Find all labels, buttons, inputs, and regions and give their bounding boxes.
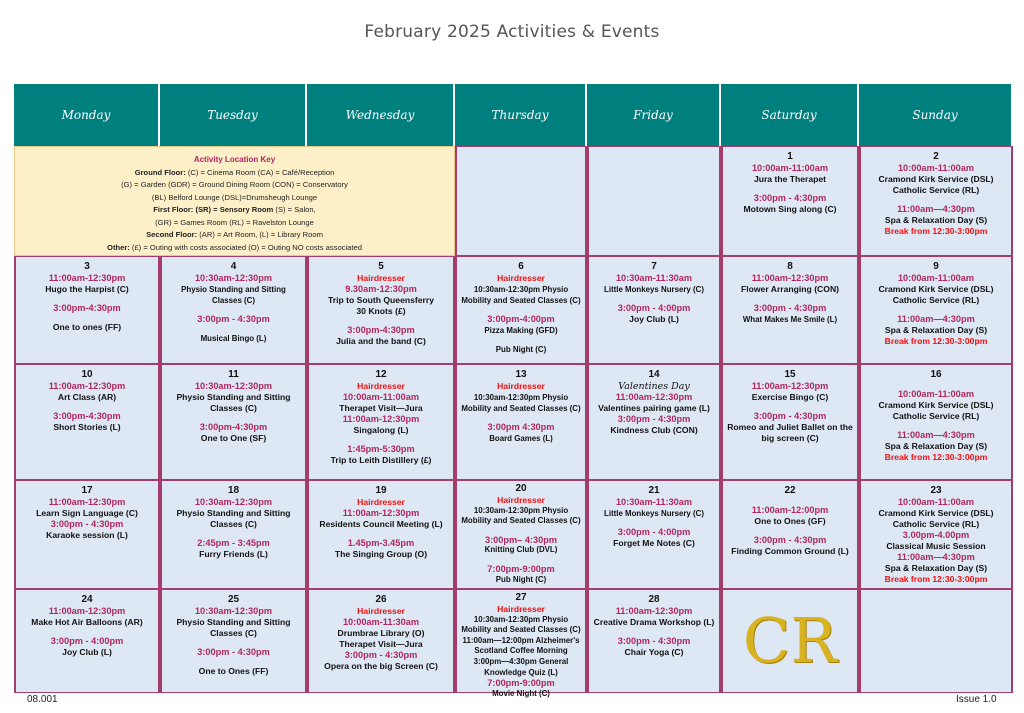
event-name: Hugo the Harpist (C) xyxy=(45,284,129,294)
event-name: Trip to South Queensferry xyxy=(327,295,434,305)
day-number: 18 xyxy=(227,485,240,496)
day-number: 5 xyxy=(378,261,384,272)
event-name: Mobility and Seated Classes (C) xyxy=(461,404,581,413)
event-name: 10:30am-12:30pm Physio xyxy=(473,614,569,624)
event-name: Exercise Bingo (C) xyxy=(751,392,829,402)
day-number: 26 xyxy=(375,594,387,605)
event-name: Spa & Relaxation Day (S) xyxy=(884,563,988,573)
spacer xyxy=(723,497,857,505)
event-name: Musical Bingo (L) xyxy=(200,334,267,343)
event-name: Learn Sign Language (C) xyxy=(36,508,138,518)
spacer xyxy=(457,414,585,422)
event-name: One to ones (FF) xyxy=(52,322,122,332)
spacer xyxy=(589,628,719,636)
day-number: 4 xyxy=(230,261,237,272)
day-cell-3[interactable] xyxy=(14,256,160,364)
event-name: Mobility and Seated Classes (C) xyxy=(461,516,581,526)
event-time: 3:00pm-4:30pm xyxy=(53,303,121,313)
event-time: 10:00am-11:00am xyxy=(342,392,420,402)
spacer xyxy=(162,414,305,422)
spacer xyxy=(457,336,585,344)
day-number: 12 xyxy=(375,369,387,380)
day-cell-26[interactable] xyxy=(307,589,455,693)
event-name: Chair Yoga (C) xyxy=(624,647,684,657)
event-time: 3:00pm - 4:00pm xyxy=(617,303,691,313)
weekday-header-sunday: Sunday xyxy=(859,84,1013,146)
event-time: 1.45pm-3.45pm xyxy=(347,538,415,548)
event-alert: Hairdresser xyxy=(357,606,405,616)
event-name: Therapet Visit—Jura xyxy=(339,639,423,649)
day-cell-24[interactable] xyxy=(14,589,160,693)
event-time: 3:00pm-4:30pm xyxy=(53,411,121,421)
cr-monogram-logo xyxy=(723,590,857,692)
event-name: Classes (C) xyxy=(210,403,257,413)
event-name: 10:30am-12:30pm Physio xyxy=(473,285,569,294)
event-time: 10:00am-11:00am xyxy=(897,497,975,507)
location-key-line xyxy=(15,217,454,230)
event-name: Joy Club (L) xyxy=(629,314,679,324)
event-time: 3.00pm-4.00pm xyxy=(902,530,970,540)
spacer xyxy=(16,314,158,322)
event-name: Short Stories (L) xyxy=(53,422,121,432)
day-number: 9 xyxy=(933,261,939,272)
activity-location-key xyxy=(14,146,455,256)
event-time: 10:30am-12:30pm xyxy=(194,606,273,616)
location-key-floor-label: Ground Floor: xyxy=(134,167,186,177)
event-time: 11:00am-12:30pm xyxy=(342,508,420,518)
day-number: 16 xyxy=(930,369,942,380)
event-name: Pub Night (C) xyxy=(495,574,547,584)
empty-day-cell xyxy=(455,146,587,256)
day-cell-16[interactable] xyxy=(859,364,1013,480)
event-name: Furry Friends (L) xyxy=(199,549,268,559)
event-name: Joy Club (L) xyxy=(62,647,112,657)
day-number: 21 xyxy=(648,485,660,496)
event-name: Catholic Service (RL) xyxy=(892,519,980,529)
event-name: 3:00pm—4:30pm General xyxy=(473,656,569,666)
event-name: Drumbrae Library (O) xyxy=(337,628,425,638)
event-name: Little Monkeys Nursery (C) xyxy=(604,285,704,294)
event-name: 10:30am-12:30pm Physio xyxy=(473,505,569,515)
day-cell-23[interactable] xyxy=(859,480,1013,589)
empty-day-cell xyxy=(587,146,721,256)
day-cell-2[interactable] xyxy=(859,146,1013,256)
day-number: 22 xyxy=(784,485,796,496)
spacer xyxy=(589,519,719,527)
spacer xyxy=(16,628,158,636)
event-name: Creative Drama Workshop (L) xyxy=(593,617,715,627)
day-cell-4[interactable] xyxy=(160,256,307,364)
day-cell-15[interactable] xyxy=(721,364,859,480)
event-time: 10:00am-11:00am xyxy=(897,273,975,283)
event-time: 11:00am—4:30pm xyxy=(897,430,975,440)
event-name: Knowledge Quiz (L) xyxy=(484,667,558,677)
spacer xyxy=(162,325,305,333)
event-alert: Hairdresser xyxy=(497,381,545,391)
event-alert: Hairdresser xyxy=(357,273,405,283)
day-cell-19[interactable] xyxy=(307,480,455,589)
event-name: Julia and the band (C) xyxy=(336,336,426,346)
event-time: 10:30am-11:30am xyxy=(615,497,693,507)
day-cell-18[interactable] xyxy=(160,480,307,589)
spacer xyxy=(162,530,305,538)
event-name: Forget Me Notes (C) xyxy=(613,538,695,548)
event-name: Knitting Club (DVL) xyxy=(484,545,558,555)
day-number: 2 xyxy=(933,151,939,162)
location-key-text: (BL) Belford Lounge (DSL)=Drumsheugh Lounge xyxy=(151,192,318,202)
event-name: Jura the Therapet xyxy=(753,174,827,184)
event-alert: Hairdresser xyxy=(497,273,545,283)
day-cell-13[interactable] xyxy=(455,364,587,480)
day-cell-22[interactable] xyxy=(721,480,859,589)
location-key-text: (G) = Garden (GDR) = Ground Dining Room (CON) = Conservatory xyxy=(121,180,348,189)
event-name: Physio Standing and Sitting xyxy=(176,508,291,518)
location-key-text: (S) = Salon, xyxy=(273,205,316,214)
event-time: 3:00pm-4:30pm xyxy=(199,422,268,432)
event-name: Make Hot Air Balloons (AR) xyxy=(31,617,143,627)
event-name: Cramond Kirk Service (DSL) xyxy=(878,508,994,518)
weekday-header-friday: Friday xyxy=(587,84,721,146)
event-time: 11:00am-12:30pm xyxy=(615,392,693,402)
event-name: Catholic Service (RL) xyxy=(892,411,980,421)
day-cell-7[interactable] xyxy=(587,256,721,364)
location-key-line xyxy=(15,192,454,205)
day-number: 27 xyxy=(515,592,527,603)
event-time: 3:00pm - 4:30pm xyxy=(617,636,691,646)
event-time: 3:00pm - 4:30pm xyxy=(197,647,270,657)
location-key-line xyxy=(15,167,454,180)
day-number: 25 xyxy=(227,594,240,605)
event-name: Movie Night (C) xyxy=(492,688,550,698)
spacer xyxy=(309,436,453,444)
event-name: Classes (C) xyxy=(212,296,255,305)
event-name: The Singing Group (O) xyxy=(334,549,428,559)
logo-letter-r: R xyxy=(790,604,838,677)
day-cell-12[interactable] xyxy=(307,364,455,480)
day-cell-11[interactable] xyxy=(160,364,307,480)
weekday-header-wednesday: Wednesday xyxy=(307,84,455,146)
event-name: Spa & Relaxation Day (S) xyxy=(884,215,988,225)
day-number: 8 xyxy=(787,261,793,272)
event-name: Trip to Leith Distillery (£) xyxy=(330,455,432,465)
event-time: 11:00am-12:30pm xyxy=(48,381,126,391)
event-name: Opera on the big Screen (C) xyxy=(324,661,438,671)
event-time: 10:00am-11:00am xyxy=(751,163,829,173)
spacer xyxy=(861,381,1011,389)
location-key-floor-label: Second Floor: xyxy=(146,230,198,239)
event-name: Physio Standing and Sitting xyxy=(176,617,291,627)
day-cell-6[interactable] xyxy=(455,256,587,364)
event-time: 3:00pm - 4:30pm xyxy=(753,193,827,203)
event-time: 11:00am-12:30pm xyxy=(751,273,829,283)
event-time: 7:00pm-9:00pm xyxy=(487,678,555,689)
spacer xyxy=(162,639,305,647)
empty-day-cell xyxy=(859,589,1013,693)
spacer xyxy=(162,306,305,314)
spacer xyxy=(861,422,1011,430)
event-alert: Hairdresser xyxy=(357,497,405,507)
event-alert: Break from 12:30-3:00pm xyxy=(884,336,988,346)
event-time: 3:00pm - 4:30pm xyxy=(753,303,827,313)
location-key-line xyxy=(15,204,454,217)
event-name: Residents Council Meeting (L) xyxy=(319,519,443,529)
event-name: One to Ones (GF) xyxy=(754,516,826,526)
event-name: Catholic Service (RL) xyxy=(892,185,980,195)
day-number: 15 xyxy=(784,369,796,380)
event-name: Scotland Coffee Morning xyxy=(474,646,568,656)
event-name: Physio Standing and Sitting xyxy=(176,392,291,402)
event-name: Kindness Club (CON) xyxy=(610,425,698,435)
event-time: 10:30am-12:30pm xyxy=(194,497,273,507)
event-time: 11:00am-12:30pm xyxy=(48,273,126,283)
event-time: 11:00am-12:30pm xyxy=(615,606,693,616)
spacer xyxy=(861,196,1011,204)
event-name: Catholic Service (RL) xyxy=(892,295,980,305)
spacer xyxy=(723,403,857,411)
event-time: 10:00am-11:00am xyxy=(897,389,975,399)
day-number: 10 xyxy=(81,369,93,380)
event-alert: Hairdresser xyxy=(497,604,545,614)
day-number: 3 xyxy=(84,261,90,272)
event-time: 3:00pm - 4:30pm xyxy=(50,519,124,529)
event-time: 9.30am-12:30pm xyxy=(345,284,417,294)
day-number: 7 xyxy=(651,261,657,272)
weekday-header-thursday: Thursday xyxy=(455,84,587,146)
day-cell-20[interactable] xyxy=(455,480,587,589)
event-name: 10:30am-12:30pm Physio xyxy=(473,393,569,402)
event-name: big screen (C) xyxy=(761,433,819,443)
event-name: 11:00am—12:00pm Alzheimer's xyxy=(462,635,580,645)
event-time: 3:00pm - 4:30pm xyxy=(197,314,270,324)
event-time: 2:45pm - 3:45pm xyxy=(197,538,270,548)
event-alert: Break from 12:30-3:00pm xyxy=(884,452,988,462)
event-name: Therapet Visit—Jura xyxy=(339,403,423,413)
event-time: 10:30am-12:30pm xyxy=(194,273,273,283)
event-time: 3:00pm - 4:00pm xyxy=(617,527,691,537)
day-cell-1[interactable] xyxy=(721,146,859,256)
event-time: 7:00pm-9:00pm xyxy=(487,563,555,574)
event-time: 3:00pm-4:00pm xyxy=(487,314,555,324)
event-time: 3:00pm 4:30pm xyxy=(487,422,555,432)
event-time: 11:00am-12:30pm xyxy=(48,497,126,507)
event-name: Classes (C) xyxy=(210,519,257,529)
day-number: 14 xyxy=(648,369,660,380)
day-cell-9[interactable] xyxy=(859,256,1013,364)
event-time: 11:00am-12:30pm xyxy=(48,606,126,616)
spacer xyxy=(309,317,453,325)
day-cell-25[interactable] xyxy=(160,589,307,693)
weekday-header-monday: Monday xyxy=(14,84,160,146)
event-time: 10:00am-11:30am xyxy=(342,617,420,627)
day-cell-17[interactable] xyxy=(14,480,160,589)
location-key-floor-label: First Floor: (SR) = Sensory Room xyxy=(153,205,274,214)
event-name: 30 Knots (£) xyxy=(356,306,406,316)
day-number: 11 xyxy=(228,369,239,380)
event-name: Motown Sing along (C) xyxy=(743,204,837,214)
event-time: 3:00pm - 4:30pm xyxy=(753,535,827,545)
day-cell-21[interactable] xyxy=(587,480,721,589)
event-time: 1:45pm-5:30pm xyxy=(347,444,415,454)
location-key-line xyxy=(15,179,454,192)
day-cell-10[interactable] xyxy=(14,364,160,480)
event-time: 3:00pm - 4:30pm xyxy=(617,414,691,424)
spacer xyxy=(589,295,719,303)
day-number: 24 xyxy=(81,594,93,605)
event-time: 3:00pm - 4:30pm xyxy=(753,411,827,421)
event-name: Romeo and Juliet Ballet on the xyxy=(727,422,853,432)
spacer xyxy=(162,658,305,666)
logo-letter-c: C xyxy=(742,604,791,677)
spacer xyxy=(16,403,158,411)
calendar-grid xyxy=(14,84,1013,698)
event-name: Classes (C) xyxy=(210,628,257,638)
location-key-text: (GR) = Games Room (RL) = Ravelston Lounge xyxy=(155,217,314,227)
day-cell-14[interactable] xyxy=(587,364,721,480)
event-alert: Break from 12:30-3:00pm xyxy=(884,226,988,236)
spacer xyxy=(457,556,585,564)
spacer xyxy=(723,527,857,535)
location-key-text: (C) = Cinema Room (CA) = Café/Reception xyxy=(185,167,335,177)
day-number: 6 xyxy=(518,261,524,272)
event-time: 10:30am-12:30pm xyxy=(194,381,273,391)
event-name: Physio Standing and Sitting xyxy=(181,285,286,294)
event-alert: Break from 12:30-3:00pm xyxy=(884,574,988,584)
event-time: 3:00pm - 4:00pm xyxy=(50,636,124,646)
event-time: 11:00am-12:30pm xyxy=(342,414,420,424)
day-number: 17 xyxy=(81,485,93,496)
event-alert: Hairdresser xyxy=(497,495,545,505)
event-time: 3:00pm - 4:30pm xyxy=(344,650,418,660)
event-name: Little Monkeys Nursery (C) xyxy=(604,509,704,518)
event-name: Finding Common Ground (L) xyxy=(731,546,849,556)
event-time: 3:00pm– 4:30pm xyxy=(484,534,557,545)
event-name: Cramond Kirk Service (DSL) xyxy=(878,174,994,184)
day-number: 20 xyxy=(515,483,527,494)
event-time: 11:00am—4:30pm xyxy=(897,204,975,214)
day-cell-28[interactable] xyxy=(587,589,721,693)
day-number: 1 xyxy=(787,151,793,162)
event-name: Cramond Kirk Service (DSL) xyxy=(878,284,994,294)
issue-number: Issue 1.0 xyxy=(956,694,997,705)
event-time: 11:00am-12:00pm xyxy=(751,505,829,515)
day-number: 19 xyxy=(375,485,387,496)
document-code: 08.001 xyxy=(27,694,58,705)
day-number: 23 xyxy=(930,485,942,496)
page-title: February 2025 Activities & Events xyxy=(364,22,660,42)
day-number: 28 xyxy=(648,594,660,605)
event-name: Mobility and Seated Classes (C) xyxy=(461,625,581,635)
event-name: Classical Music Session xyxy=(886,541,986,551)
day-cell-8[interactable] xyxy=(721,256,859,364)
event-name: Valentines pairing game (L) xyxy=(598,403,710,413)
event-name: Pizza Making (GFD) xyxy=(484,326,558,335)
event-name: Mobility and Seated Classes (C) xyxy=(461,296,581,305)
event-name: One to One (SF) xyxy=(200,433,267,443)
location-key-floor-label: Other: xyxy=(107,242,130,252)
event-time: 11:00am—4:30pm xyxy=(897,314,975,324)
event-name: Karaoke session (L) xyxy=(46,530,128,540)
day-number: 13 xyxy=(515,369,527,380)
spacer xyxy=(723,295,857,303)
event-name: Board Games (L) xyxy=(489,434,553,443)
location-key-text: (AR) = Art Room, (L) = Library Room xyxy=(197,230,323,239)
location-key-title: Activity Location Key xyxy=(193,155,276,164)
location-key-text: (£) = Outing with costs associated (O) = Outing NO costs associated xyxy=(129,242,362,252)
spacer xyxy=(457,527,585,535)
spacer xyxy=(723,185,857,193)
location-key-line xyxy=(15,229,454,242)
event-name: Cramond Kirk Service (DSL) xyxy=(878,400,994,410)
spacer xyxy=(309,530,453,538)
weekday-header-saturday: Saturday xyxy=(721,84,859,146)
event-name: Singalong (L) xyxy=(353,425,409,435)
event-name: Spa & Relaxation Day (S) xyxy=(884,441,988,451)
logo-cell xyxy=(721,589,859,693)
spacer xyxy=(16,295,158,303)
day-cell-27[interactable] xyxy=(455,589,587,698)
spacer xyxy=(457,306,585,314)
event-name: What Makes Me Smile (L) xyxy=(742,315,838,324)
event-name: Spa & Relaxation Day (S) xyxy=(884,325,988,335)
event-time: 10:00am-11:00am xyxy=(897,163,975,173)
spacer xyxy=(861,306,1011,314)
event-time: 3:00pm-4:30pm xyxy=(347,325,415,335)
special-day-label: Valentines Day xyxy=(618,381,690,392)
day-cell-5[interactable] xyxy=(307,256,455,364)
event-time: 11:00am-12:30pm xyxy=(751,381,829,391)
event-name: Flower Arranging (CON) xyxy=(740,284,840,294)
event-time: 11:00am—4:30pm xyxy=(897,552,975,562)
event-alert: Hairdresser xyxy=(357,381,405,391)
event-time: 10:30am-11:30am xyxy=(615,273,693,283)
location-key-line xyxy=(15,242,454,255)
weekday-header-tuesday: Tuesday xyxy=(160,84,307,146)
event-name: One to Ones (FF) xyxy=(198,666,269,676)
event-name: Pub Night (C) xyxy=(495,345,547,354)
event-name: Art Class (AR) xyxy=(57,392,117,402)
